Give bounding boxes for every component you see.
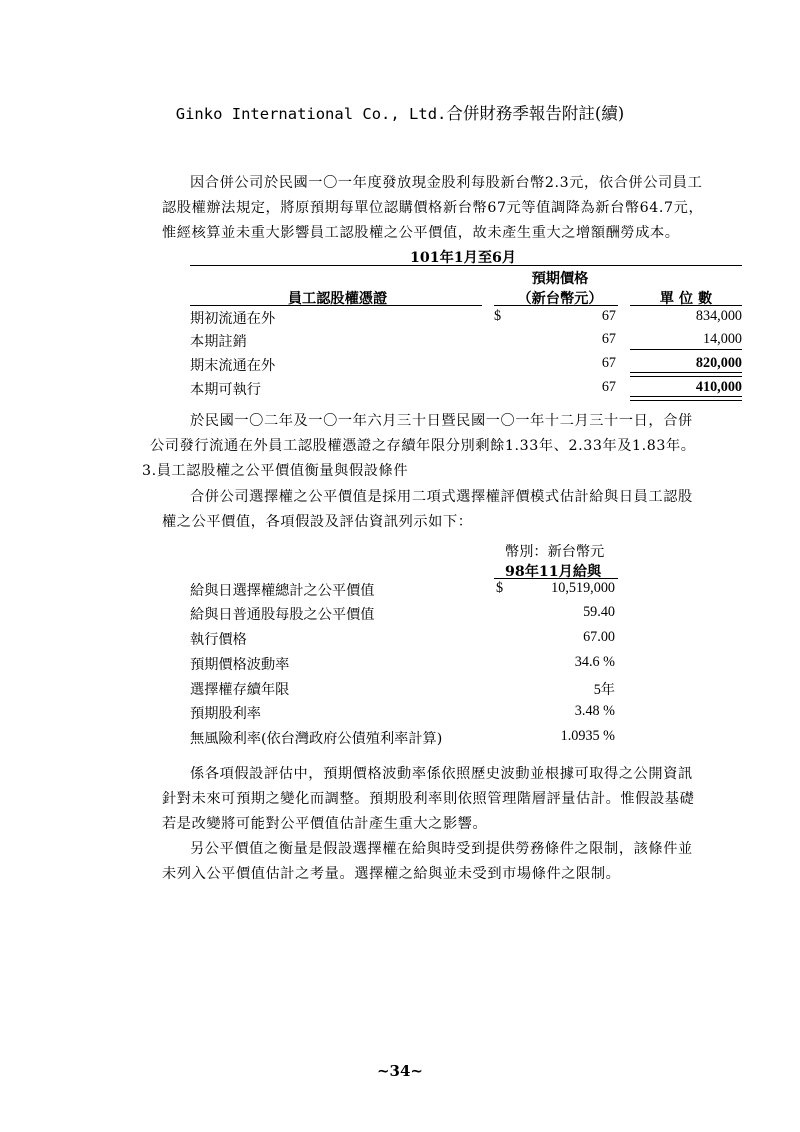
company-name: Ginko International Co., Ltd. (175, 105, 447, 123)
para3-line1: 係各項假設評估中，預期價格波動率係依照歷史波動並根據可取得之公開資訊 (190, 766, 693, 782)
table2-row-label: 預期股利率 (190, 706, 261, 722)
section3-line2: 權之公平價值，各項假設及評估資訊列示如下： (162, 514, 473, 530)
para1-line2: 認股權辦法規定，將原預期每單位認購價格新台幣67元等值調降為新台幣64.7元， (162, 200, 704, 216)
para2-line1: 於民國一〇二年及一〇一年六月三十日暨民國一〇一年十二月三十一日，合併 (190, 413, 693, 429)
table1-row-price: 67 (601, 379, 616, 395)
para3-line3: 若是改變將可能對公平價值估計產生重大之影響。 (162, 816, 488, 832)
page-header (0, 100, 800, 124)
table2-row-label: 給與日選擇權總計之公平價值 (190, 583, 375, 599)
para4-line1: 另公平價值之衡量是假設選擇權在給與時受到提供勞務條件之限制，該條件並 (190, 841, 693, 857)
table1-row-label: 本期可執行 (190, 382, 261, 398)
table2-row-value: 59.40 (583, 604, 615, 620)
table2-row-label: 無風險利率(依台灣政府公債殖利率計算) (190, 731, 443, 747)
table2-row-value: 34.6 % (574, 654, 615, 670)
table1-row-price: 67 (601, 331, 616, 347)
table1-row-units: 14,000 (702, 331, 742, 347)
col-item-header: 員工認股權憑證 (287, 291, 388, 307)
table1-row-units: 820,000 (695, 355, 742, 371)
table2-row-label: 選擇權存續年限 (190, 682, 290, 698)
table1-row-label: 本期註銷 (190, 334, 247, 350)
col-units-header: 單 位 數 (659, 291, 713, 307)
table1-row-price: 67 (601, 355, 616, 371)
currency-symbol: $ (496, 580, 504, 596)
table2-row-label: 執行價格 (190, 632, 247, 648)
table2-row-value: 67.00 (583, 629, 615, 645)
table1-period: 101年1月至6月 (410, 250, 517, 266)
col-price-line1: 預期價格 (531, 271, 589, 287)
para1-line3: 惟經核算並未重大影響員工認股權之公平價值，故未產生重大之增額酬勞成本。 (162, 225, 680, 241)
table1-row-label: 期初流通在外 (190, 311, 276, 327)
para4-line2: 未列入公平價值估計之考量。選擇權之給與並未受到市場條件之限制。 (162, 866, 621, 882)
table2-row-value: 10,519,000 (551, 580, 615, 596)
header-suffix: 合併財務季報告附註(續) (446, 104, 625, 123)
col-price-line2: （新台幣元） (517, 291, 603, 307)
table2-row-label: 預期價格波動率 (190, 657, 290, 673)
currency-symbol: $ (494, 308, 502, 324)
table2-row-value: 1.0935 % (560, 728, 615, 744)
table1-row-units: 410,000 (695, 379, 742, 395)
para2-line2: 公司發行流通在外員工認股權憑證之存續年限分別剩餘1.33年、2.33年及1.83年。 (150, 438, 696, 454)
page-number: ~34~ (376, 1062, 423, 1080)
table2-row-value: 5年 (593, 682, 615, 698)
grant-date-header: 98年11月給與 (505, 564, 602, 580)
table2-row-label: 給與日普通股每股之公平價值 (190, 607, 375, 623)
para1-line1: 因合併公司於民國一〇一年度發放現金股利每股新台幣2.3元，依合併公司員工 (190, 175, 703, 191)
table1-row-units: 834,000 (695, 308, 742, 324)
table1-row-label: 期末流通在外 (190, 358, 276, 374)
table1-row-price: 67 (601, 308, 616, 324)
currency-note: 幣別：新台幣元 (505, 544, 605, 560)
section3-line1: 合併公司選擇權之公平價值是採用二項式選擇權評價模式估計給與日員工認股 (190, 489, 693, 505)
table2-row-value: 3.48 % (574, 703, 615, 719)
section3-heading: 3.員工認股權之公平價值衡量與假設條件 (142, 463, 409, 479)
para3-line2: 針對未來可預期之變化而調整。預期股利率則依照管理階層評量估計。惟假設基礎 (162, 791, 695, 807)
